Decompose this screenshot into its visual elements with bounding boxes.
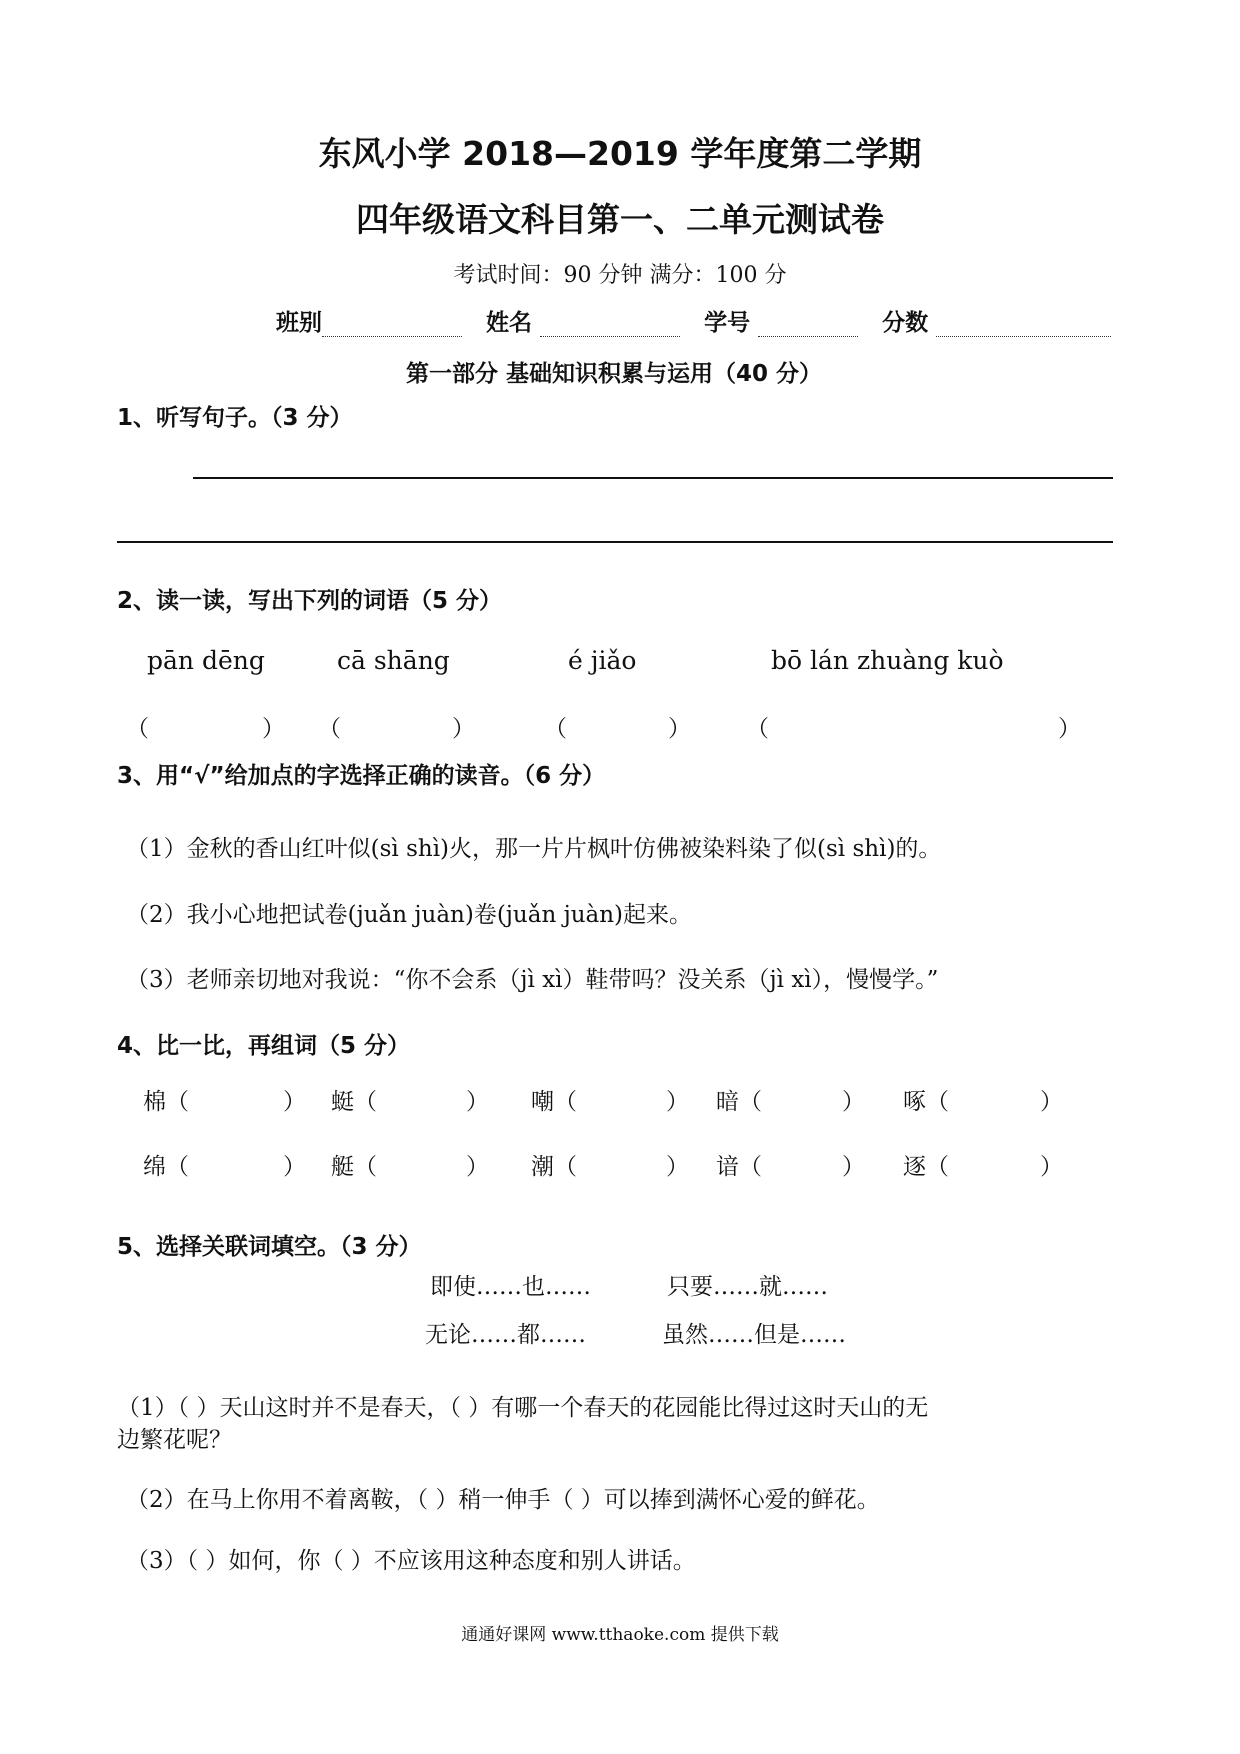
class-label: 班别 <box>276 310 322 336</box>
pinyin-2: cā shāng <box>337 646 450 675</box>
q3-item-3: （3）老师亲切地对我说：“你不会系（jì xì）鞋带吗？没关系（jì xì），慢慢学。” <box>126 967 939 993</box>
q4-r2-c2-close: ） <box>466 1154 489 1180</box>
q3-item-2: （2）我小心地把试卷(juǎn juàn)卷(juǎn juàn)起来。 <box>126 902 693 928</box>
score-blank <box>936 314 1111 337</box>
id-blank <box>758 314 858 337</box>
student-info-row <box>276 304 1111 337</box>
q4-r1-c2: 蜓（ <box>331 1089 377 1115</box>
score-label: 分数 <box>882 310 929 336</box>
title-exam-name: 四年级语文科目第一、二单元测试卷 <box>356 200 884 239</box>
q4-r1-c4: 暗（ <box>716 1089 762 1115</box>
name-blank <box>540 314 680 337</box>
q5-item-1-cont: 边繁花呢？ <box>117 1427 232 1453</box>
id-label: 学号 <box>704 310 751 336</box>
q4-r2-c1-close: ） <box>283 1154 306 1180</box>
q4-r2-c1: 绵（ <box>143 1154 189 1180</box>
pinyin-4: bō lán zhuàng kuò <box>771 646 1004 675</box>
title-school-term: 东风小学 2018—2019 学年度第二学期 <box>318 134 922 173</box>
question-3-title: 3、用“√”给加点的字选择正确的读音。（6 分） <box>117 763 606 789</box>
answer-paren-1-open: （ <box>126 716 149 742</box>
exam-info: 考试时间：90 分钟 满分：100 分 <box>453 263 787 288</box>
q5-item-3: （3）（ ）如何，你（ ）不应该用这种态度和别人讲话。 <box>126 1548 696 1574</box>
q5-item-1: （1）（ ）天山这时并不是春天，（ ）有哪一个春天的花园能比得过这时天山的无 <box>117 1395 929 1421</box>
question-4-title: 4、比一比，再组词（5 分） <box>117 1033 411 1059</box>
answer-paren-2-open: （ <box>318 716 341 742</box>
q4-r1-c3: 嘲（ <box>531 1089 577 1115</box>
answer-paren-4-close: ） <box>1058 716 1081 742</box>
q5-option-1: 即使……也…… <box>430 1274 591 1300</box>
answer-paren-3-close: ） <box>668 716 691 742</box>
answer-paren-2-close: ） <box>452 716 475 742</box>
footer-source: 通通好课网 www.tthaoke.com 提供下载 <box>461 1625 779 1645</box>
q4-r1-c5: 啄（ <box>903 1089 949 1115</box>
question-2-title: 2、读一读，写出下列的词语（5 分） <box>117 588 503 614</box>
pinyin-1: pān dēng <box>147 646 265 675</box>
question-1-title: 1、听写句子。（3 分） <box>117 405 353 431</box>
q4-r2-c2: 艇（ <box>331 1154 377 1180</box>
q5-item-2: （2）在马上你用不着离鞍，（ ）稍一伸手（ ）可以捧到满怀心爱的鲜花。 <box>126 1487 880 1513</box>
answer-paren-4-open: （ <box>746 716 769 742</box>
q5-option-2: 只要……就…… <box>667 1274 828 1300</box>
q4-r1-c1-close: ） <box>283 1089 306 1115</box>
q3-item-1: （1）金秋的香山红叶似(sì shì)火，那一片片枫叶仿佛被染料染了似(sì shì)的。 <box>126 836 942 862</box>
q4-r2-c5: 逐（ <box>903 1154 949 1180</box>
answer-paren-3-open: （ <box>544 716 567 742</box>
question-5-title: 5、选择关联词填空。（3 分） <box>117 1234 422 1260</box>
q4-r2-c5-close: ） <box>1040 1154 1063 1180</box>
pinyin-3: é jiǎo <box>568 646 637 675</box>
q5-option-4: 虽然……但是…… <box>662 1322 846 1348</box>
name-label: 姓名 <box>486 310 533 336</box>
q4-r1-c5-close: ） <box>1040 1089 1063 1115</box>
q4-r1-c2-close: ） <box>466 1089 489 1115</box>
q4-r2-c4: 谙（ <box>716 1154 762 1180</box>
q5-option-3: 无论……都…… <box>425 1322 586 1348</box>
answer-line-1 <box>193 477 1113 479</box>
q4-r2-c3-close: ） <box>666 1154 689 1180</box>
q4-r1-c1: 棉（ <box>143 1089 189 1115</box>
q4-r1-c3-close: ） <box>666 1089 689 1115</box>
answer-line-2 <box>117 541 1113 543</box>
q4-r1-c4-close: ） <box>842 1089 865 1115</box>
answer-paren-1-close: ） <box>262 716 285 742</box>
q4-r2-c4-close: ） <box>842 1154 865 1180</box>
part-one-heading: 第一部分 基础知识积累与运用（40 分） <box>406 361 823 387</box>
q4-r2-c3: 潮（ <box>531 1154 577 1180</box>
class-blank <box>322 314 462 337</box>
